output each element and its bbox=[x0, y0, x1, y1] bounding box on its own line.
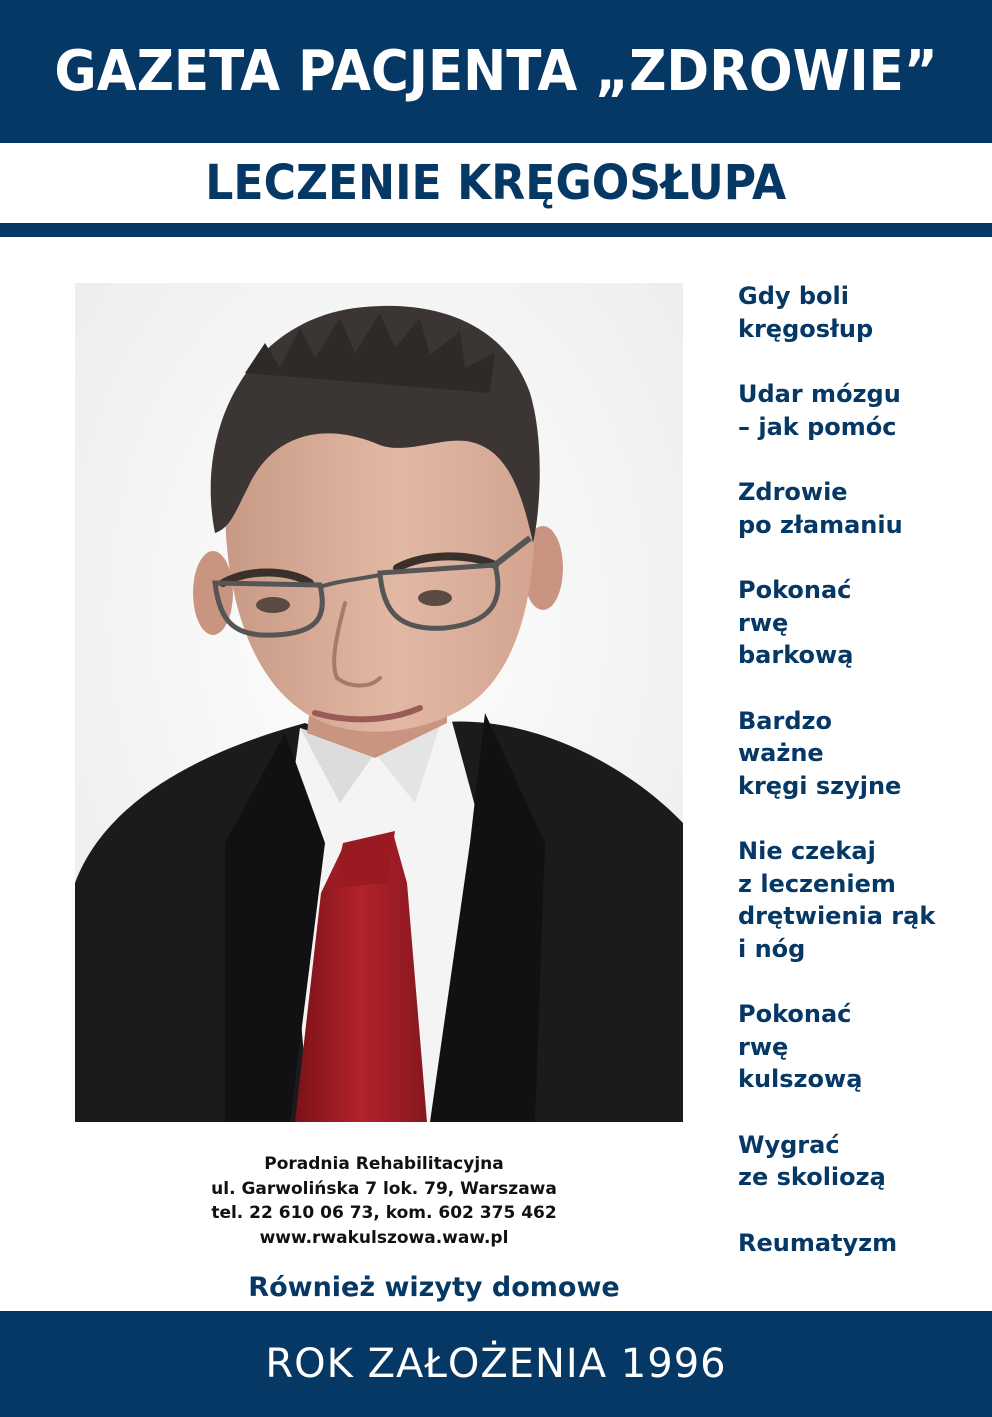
topic-item: Udar mózgu – jak pomóc bbox=[738, 380, 901, 441]
topic-item: Wygrać ze skoliozą bbox=[738, 1130, 886, 1191]
clinic-name: Poradnia Rehabilitacyjna bbox=[264, 1154, 504, 1174]
topic-item: Bardzo ważne kręgi szyjne bbox=[738, 706, 902, 800]
clinic-website[interactable]: www.rwakulszowa.waw.pl bbox=[259, 1227, 509, 1248]
topic-item: Pokonać rwę kulszową bbox=[738, 1000, 863, 1093]
home-visits-note: Również wizyty domowe bbox=[248, 1272, 620, 1303]
topics-list bbox=[738, 280, 988, 1292]
page-subtitle: LECZENIE KRĘGOSŁUPA bbox=[205, 155, 787, 211]
footer-band bbox=[0, 1311, 992, 1417]
subtitle-area bbox=[0, 143, 992, 223]
topic-item: Reumatyzm bbox=[738, 1228, 898, 1257]
topic-item: Zdrowie po złamaniu bbox=[738, 478, 903, 539]
topic-item: Nie czekaj z leczeniem drętwienia rąk i nóg bbox=[738, 837, 936, 963]
header-divider bbox=[0, 223, 992, 237]
clinic-phone: tel. 22 610 06 73, kom. 602 375 462 bbox=[211, 1203, 557, 1223]
topic-item: Pokonać rwę barkową bbox=[738, 576, 854, 669]
clinic-address: ul. Garwolińska 7 lok. 79, Warszawa bbox=[211, 1178, 557, 1199]
masthead-band bbox=[0, 0, 992, 143]
masthead-title: GAZETA PACJENTA „ZDROWIE” bbox=[54, 39, 938, 104]
founded-year: ROK ZAŁOŻENIA 1996 bbox=[265, 1341, 727, 1387]
portrait-photo bbox=[75, 283, 683, 1122]
contact-block bbox=[75, 1152, 693, 1250]
topic-item: Gdy boli kręgosłup bbox=[738, 282, 874, 343]
